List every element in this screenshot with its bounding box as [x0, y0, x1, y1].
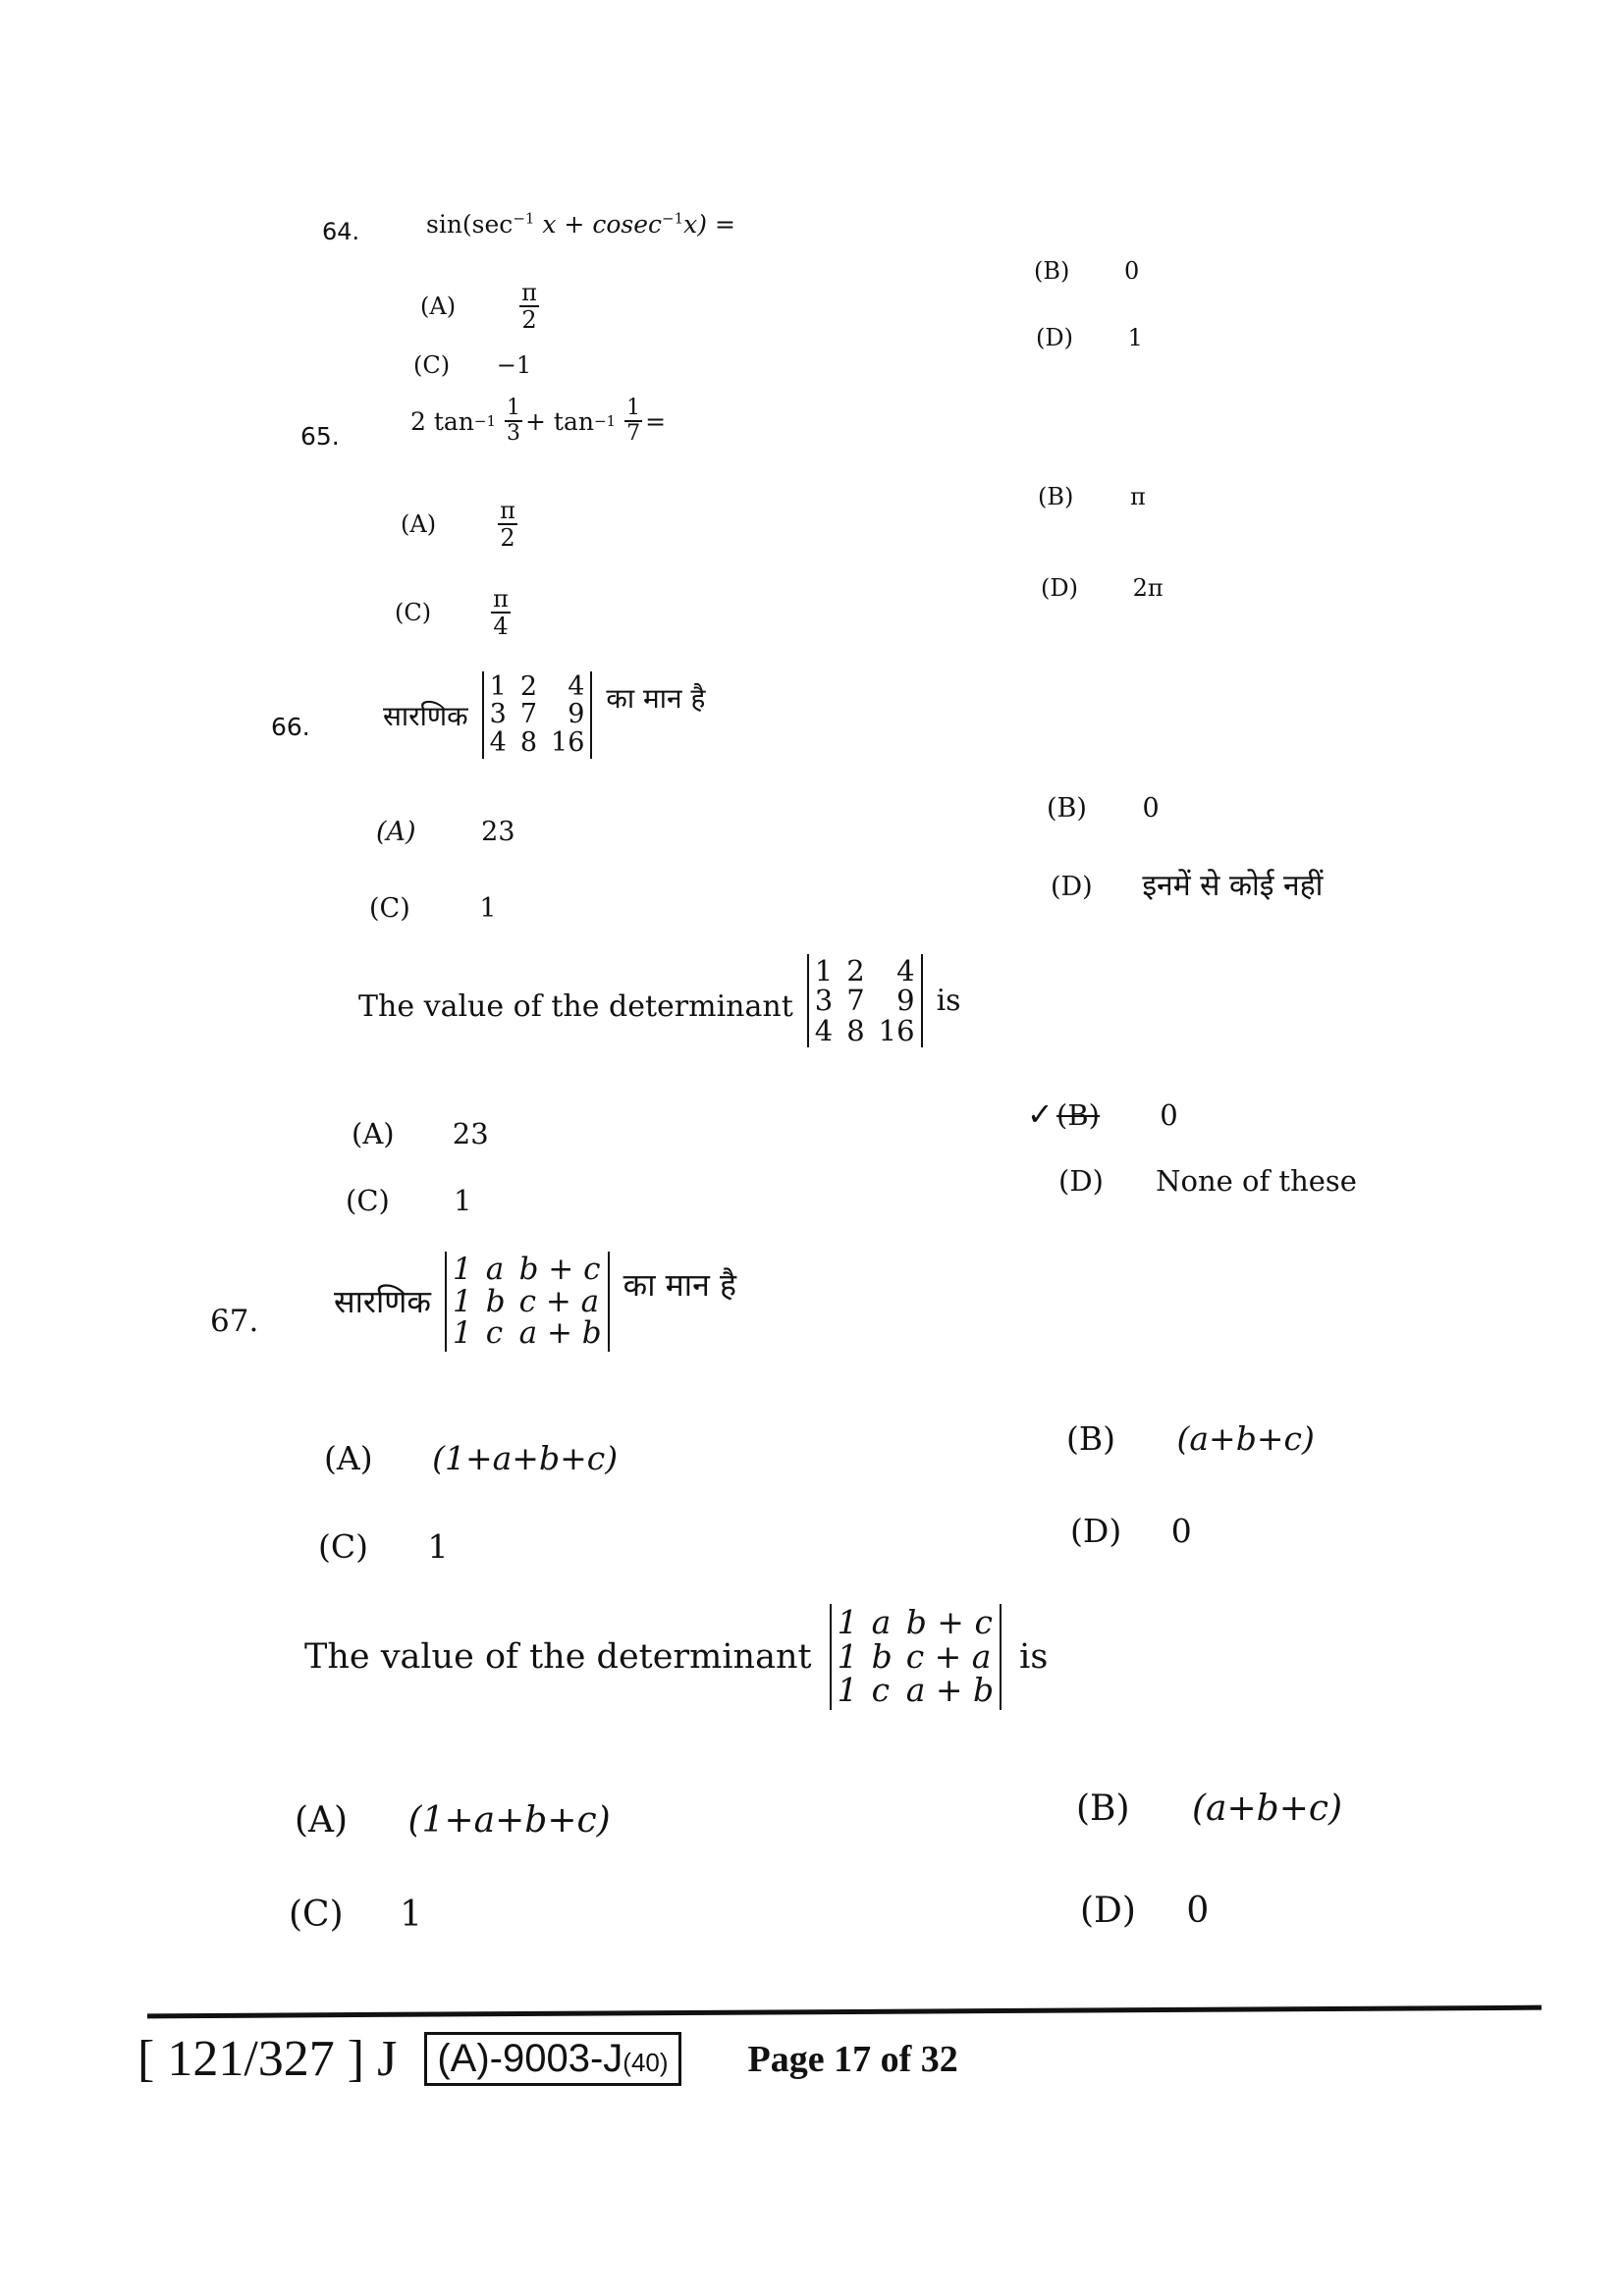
option-label: (D) — [1036, 324, 1073, 351]
option-value: π — [1130, 483, 1146, 510]
question-65-stem: 2 tan −1 $\frac{1}{3}$ + tan −1 $\frac{1}{7}$ = — [410, 396, 667, 446]
question-66-stem-hindi: सारणिक 1 2 4 3 7 9 4 8 16 का मान है — [383, 671, 706, 758]
determinant-matrix: 1 a b + c 1 b c + a 1 c a + b — [445, 1252, 610, 1352]
question-67-number: 67. — [210, 1304, 259, 1339]
question-66-stem-english: The value of the determinant 1 2 4 3 7 9 4 8 16 is — [358, 954, 961, 1047]
q66-en-option-d[interactable] — [1058, 1164, 1357, 1198]
q67-en-option-a[interactable] — [295, 1800, 611, 1841]
option-label: (C) — [413, 351, 451, 379]
option-label: (C) — [369, 893, 410, 924]
determinant-matrix: 1 2 4 3 7 9 4 8 16 — [807, 954, 923, 1047]
q66-hi-option-b[interactable] — [1047, 793, 1160, 824]
option-label: (C) — [318, 1527, 368, 1566]
option-label: (A) — [324, 1439, 373, 1477]
option-label: (B) — [1076, 1789, 1130, 1829]
option-label: (D) — [1070, 1512, 1122, 1550]
option-value: 0 — [1160, 1098, 1178, 1132]
option-label: (D) — [1041, 574, 1078, 602]
option-label: (B) — [1066, 1419, 1115, 1458]
q64-option-c[interactable] — [413, 351, 531, 379]
q67-hi-option-d[interactable] — [1070, 1512, 1192, 1550]
option-value: 2π — [1132, 574, 1164, 602]
footer-divider — [147, 2005, 1542, 2019]
option-label: (A) — [401, 510, 437, 538]
q66-en-option-c[interactable] — [346, 1184, 472, 1217]
option-value: −1 — [496, 351, 532, 379]
q65-option-b[interactable] — [1038, 483, 1146, 510]
option-value: 1 — [427, 1527, 449, 1566]
q67-en-option-c[interactable] — [289, 1895, 422, 1935]
q65-option-d[interactable] — [1041, 574, 1164, 602]
option-label: (A) — [420, 293, 457, 320]
option-value: 1 — [454, 1184, 472, 1217]
determinant-matrix: 1 a b + c 1 b c + a 1 c a + b — [830, 1604, 1002, 1710]
option-value: 1 — [479, 893, 497, 924]
option-value: 0 — [1142, 793, 1160, 824]
q66-hi-option-d[interactable] — [1051, 864, 1323, 904]
option-value: 1 — [1127, 324, 1143, 351]
option-value-fraction: $\frac{\pi}{2}$ — [521, 279, 537, 334]
question-66-number: 66. — [271, 713, 310, 741]
q67-hi-option-b[interactable] — [1066, 1419, 1315, 1458]
q65-option-a[interactable] — [401, 499, 520, 550]
question-65-number: 65. — [300, 422, 340, 451]
option-label: (B) — [1038, 483, 1074, 510]
q66-hi-option-c[interactable] — [369, 893, 497, 924]
paper-code: [ 121/327 ] J — [137, 2031, 398, 2087]
option-value: 0 — [1124, 257, 1140, 285]
q64-option-a[interactable] — [420, 281, 542, 332]
q67-hi-option-c[interactable] — [318, 1527, 449, 1566]
q67-hi-option-a[interactable] — [324, 1439, 618, 1477]
option-label: (B) — [1034, 257, 1070, 285]
paper-id-box: (A)-9003-J(40) — [424, 2032, 680, 2086]
option-value: (a+b+c) — [1192, 1789, 1343, 1829]
page-indicator: Page 17 of 32 — [747, 2038, 958, 2080]
option-value: 0 — [1170, 1512, 1192, 1550]
determinant-matrix: 1 2 4 3 7 9 4 8 16 — [482, 671, 593, 759]
option-label: (D) — [1058, 1164, 1104, 1198]
option-value: इनमें से कोई नहीं — [1142, 869, 1324, 903]
option-value: (1+a+b+c) — [407, 1800, 611, 1841]
option-value-fraction: $\frac{\pi}{4}$ — [493, 585, 509, 640]
q64-option-b[interactable] — [1034, 257, 1139, 285]
option-label: (D) — [1051, 872, 1093, 902]
option-label: (B) — [1056, 1098, 1100, 1132]
option-label: (A) — [376, 817, 416, 847]
option-label: (C) — [395, 599, 432, 626]
option-value: 23 — [481, 817, 515, 847]
option-value: 23 — [452, 1117, 489, 1150]
footer — [137, 2030, 958, 2088]
option-value: None of these — [1156, 1164, 1357, 1198]
option-label: (D) — [1080, 1891, 1136, 1931]
q66-en-option-b[interactable] — [1027, 1095, 1178, 1133]
option-value: 1 — [400, 1895, 422, 1935]
option-label: (C) — [289, 1895, 344, 1935]
option-value: 0 — [1186, 1891, 1210, 1931]
option-value-fraction: $\frac{\pi}{2}$ — [500, 497, 515, 552]
option-label: (A) — [295, 1800, 349, 1841]
question-67-stem-english: The value of the determinant 1 a b + c 1 b c + a 1 c a + b is — [304, 1603, 1049, 1710]
q65-option-c[interactable] — [395, 587, 514, 638]
option-label: (A) — [352, 1117, 395, 1150]
q67-en-option-d[interactable] — [1080, 1891, 1209, 1931]
option-value: (1+a+b+c) — [432, 1439, 619, 1477]
option-value: (a+b+c) — [1176, 1419, 1315, 1458]
q67-en-option-b[interactable] — [1076, 1789, 1342, 1829]
checkmark-icon: ✓ — [1027, 1095, 1054, 1133]
question-64-stem: $\sin(\sec^{-1}$ x + cosec$^{-1}$x) = — [426, 209, 735, 239]
question-64-number: 64. — [322, 218, 360, 245]
question-67-stem-hindi: सारणिक 1 a b + c 1 b c + a 1 c a + b का मान है — [334, 1252, 737, 1352]
option-label: (C) — [346, 1184, 390, 1217]
option-label: (B) — [1047, 793, 1087, 824]
q66-en-option-a[interactable] — [352, 1117, 489, 1150]
q66-hi-option-a[interactable] — [376, 817, 515, 847]
q64-option-d[interactable] — [1036, 324, 1143, 351]
